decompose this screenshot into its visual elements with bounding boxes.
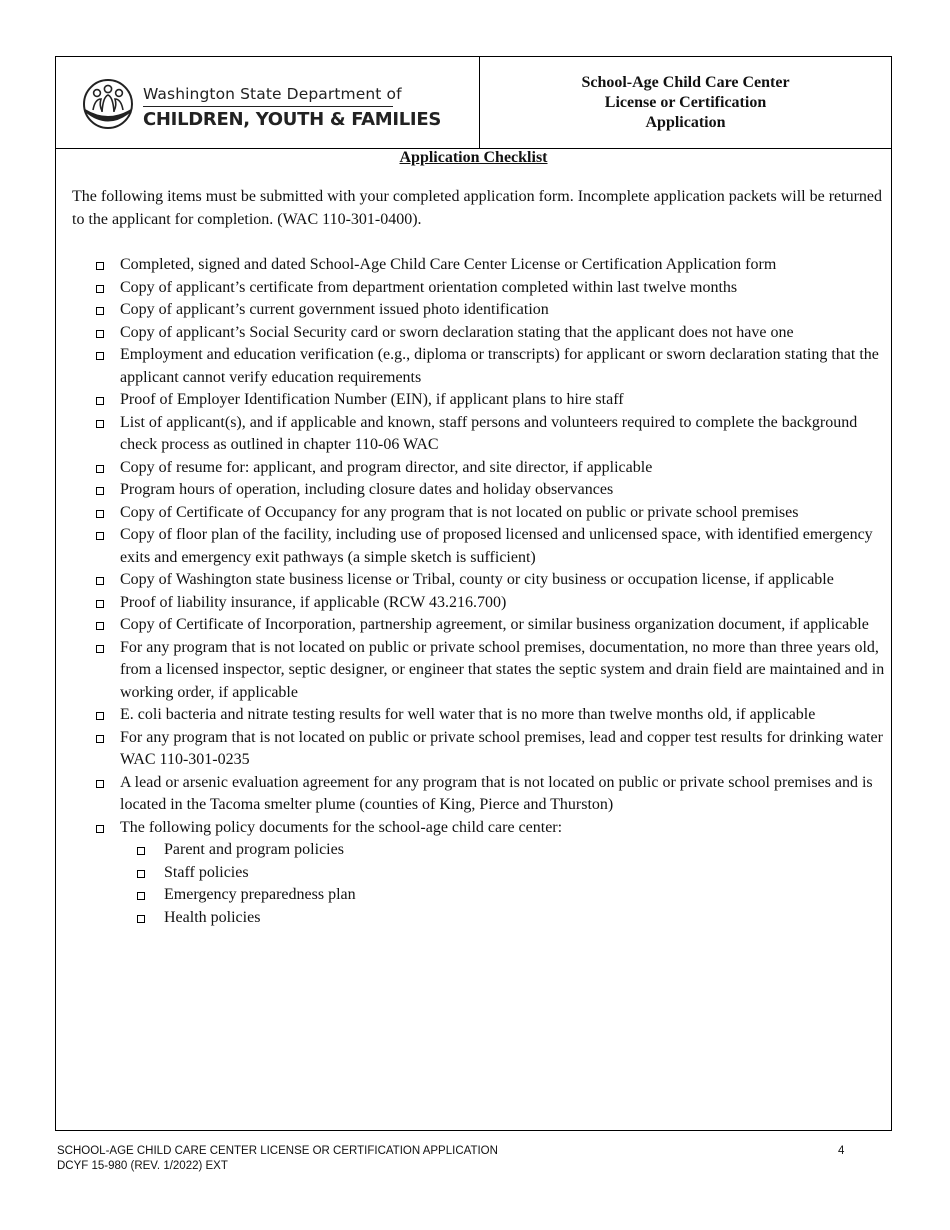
agency-logo xyxy=(56,57,480,148)
checkbox[interactable] xyxy=(96,780,104,788)
form-title-line-1: School-Age Child Care Center xyxy=(581,73,790,91)
checkbox[interactable] xyxy=(96,285,104,293)
checklist-item xyxy=(94,727,888,772)
checklist-item-label: Copy of Certificate of Incorporation, partnership agreement, or similar business organization document, if applicable xyxy=(120,616,869,633)
policy-item xyxy=(94,839,888,862)
policy-subitems xyxy=(94,839,888,929)
checklist-item-label: Program hours of operation, including closure dates and holiday observances xyxy=(120,481,614,498)
checklist-item-label: For any program that is not located on public or private school premises, lead and copper test results for drinking water WAC 110-301-0235 xyxy=(120,728,883,768)
checklist-item xyxy=(94,614,888,637)
checklist-item-label: Copy of Certificate of Occupancy for any program that is not located on public or private school premises xyxy=(120,503,799,521)
checklist-item xyxy=(94,704,888,727)
checklist-intro: The following items must be submitted with your completed application form. Incomplete application packets will be returned to the applicant for completion. (WAC 110-301-0400). xyxy=(72,188,883,228)
checklist-item xyxy=(94,479,888,502)
checklist-item xyxy=(94,344,888,389)
form-title-line-3: Application xyxy=(645,113,726,131)
checklist-item-label: Proof of liability insurance, if applicable (RCW 43.216.700) xyxy=(120,593,507,611)
checkbox[interactable] xyxy=(137,847,145,855)
checkbox[interactable] xyxy=(96,825,104,833)
policy-item-label: Emergency preparedness plan xyxy=(164,886,356,903)
checklist-item xyxy=(94,254,888,277)
checkbox[interactable] xyxy=(96,577,104,585)
checklist-item xyxy=(94,637,888,705)
checklist-item xyxy=(94,817,888,840)
logo-text-agency: Washington State Department of xyxy=(143,85,402,103)
page-number: 4 xyxy=(838,1145,845,1157)
checklist-item xyxy=(94,524,888,569)
checklist-item xyxy=(94,412,888,457)
checklist-item xyxy=(94,569,888,592)
form-title-line-2: License or Certification xyxy=(604,93,767,111)
header xyxy=(56,57,891,149)
checklist-item xyxy=(94,772,888,817)
checklist-item xyxy=(94,389,888,412)
checklist-item-label: List of applicant(s), and if applicable and known, staff persons and volunteers required to complete the background check process as outlined in chapter 110-06 WAC xyxy=(120,413,858,453)
checklist-item xyxy=(94,502,888,525)
checkbox[interactable] xyxy=(96,735,104,743)
checklist-item-label: Completed, signed and dated School-Age Child Care Center License or Certification Application form xyxy=(120,256,777,273)
checkbox[interactable] xyxy=(96,307,104,315)
checkbox[interactable] xyxy=(96,262,104,270)
policy-item-label: Staff policies xyxy=(164,863,249,881)
policy-item xyxy=(94,884,888,907)
form-frame xyxy=(55,56,892,1131)
checkbox[interactable] xyxy=(137,870,145,878)
checklist-item xyxy=(94,457,888,480)
checkbox[interactable] xyxy=(96,487,104,495)
dcyf-logo-icon xyxy=(82,78,134,130)
checkbox[interactable] xyxy=(96,420,104,428)
checklist-item-label: Employment and education verification (e.g., diploma or transcripts) for applicant or sworn declaration stating that the applicant cannot verify education requirements xyxy=(120,346,879,386)
checklist-item-label: Copy of applicant’s certificate from department orientation completed within last twelve months xyxy=(120,278,738,296)
checklist-item-label: E. coli bacteria and nitrate testing results for well water that is no more than twelve months old, if applicable xyxy=(120,706,816,723)
policy-item xyxy=(94,907,888,930)
logo-divider xyxy=(143,106,393,107)
checklist-items xyxy=(94,254,888,929)
checkbox[interactable] xyxy=(96,352,104,360)
policy-item-label: Parent and program policies xyxy=(164,841,344,858)
checklist-item-label: Copy of resume for: applicant, and program director, and site director, if applicable xyxy=(120,458,653,476)
checklist-item-label: Copy of floor plan of the facility, including use of proposed licensed and unlicensed space, with identified emergency exits and emergency exit pathways (a simple sketch is sufficient) xyxy=(120,526,873,566)
checkbox[interactable] xyxy=(96,622,104,630)
logo-text-department: CHILDREN, YOUTH & FAMILIES xyxy=(143,109,441,130)
checklist-item-label: A lead or arsenic evaluation agreement for any program that is not located on public or private school premises and is located in the Tacoma smelter plume (counties of King, Pierce and Thurston) xyxy=(120,773,873,813)
checklist-item xyxy=(94,592,888,615)
checkbox[interactable] xyxy=(96,397,104,405)
checkbox[interactable] xyxy=(96,532,104,540)
checklist-item xyxy=(94,322,888,345)
checklist-item xyxy=(94,277,888,300)
checklist-item-label: Copy of Washington state business license or Tribal, county or city business or occupation license, if applicable xyxy=(120,571,834,588)
checkbox[interactable] xyxy=(96,712,104,720)
checklist-item-label: Copy of applicant’s Social Security card or sworn declaration stating that the applicant does not have one xyxy=(120,323,794,341)
checkbox[interactable] xyxy=(96,330,104,338)
policy-item-label: Health policies xyxy=(164,908,261,926)
checklist-item-label: Copy of applicant’s current government issued photo identification xyxy=(120,301,549,318)
footer-form-info xyxy=(57,1144,498,1174)
checkbox[interactable] xyxy=(96,600,104,608)
checkbox[interactable] xyxy=(96,465,104,473)
footer-form-number: DCYF 15-980 (REV. 1/2022) EXT xyxy=(57,1160,228,1172)
policy-item xyxy=(94,862,888,885)
checkbox[interactable] xyxy=(137,915,145,923)
checkbox[interactable] xyxy=(96,645,104,653)
checklist-item-label: Proof of Employer Identification Number (EIN), if applicant plans to hire staff xyxy=(120,391,624,408)
checklist-item-label: The following policy documents for the school-age child care center: xyxy=(120,818,563,836)
checklist-item xyxy=(94,299,888,322)
form-title xyxy=(480,57,891,148)
checkbox[interactable] xyxy=(96,510,104,518)
footer-form-title: SCHOOL-AGE CHILD CARE CENTER LICENSE OR CERTIFICATION APPLICATION xyxy=(57,1145,498,1157)
checklist-item-label: For any program that is not located on public or private school premises, documentation, no more than three years old, from a licensed inspector, septic designer, or engineer that states the septic system and drain field are maintained and in working order, if applicable xyxy=(120,638,885,701)
checklist-heading: Application Checklist xyxy=(399,149,548,166)
checkbox[interactable] xyxy=(137,892,145,900)
